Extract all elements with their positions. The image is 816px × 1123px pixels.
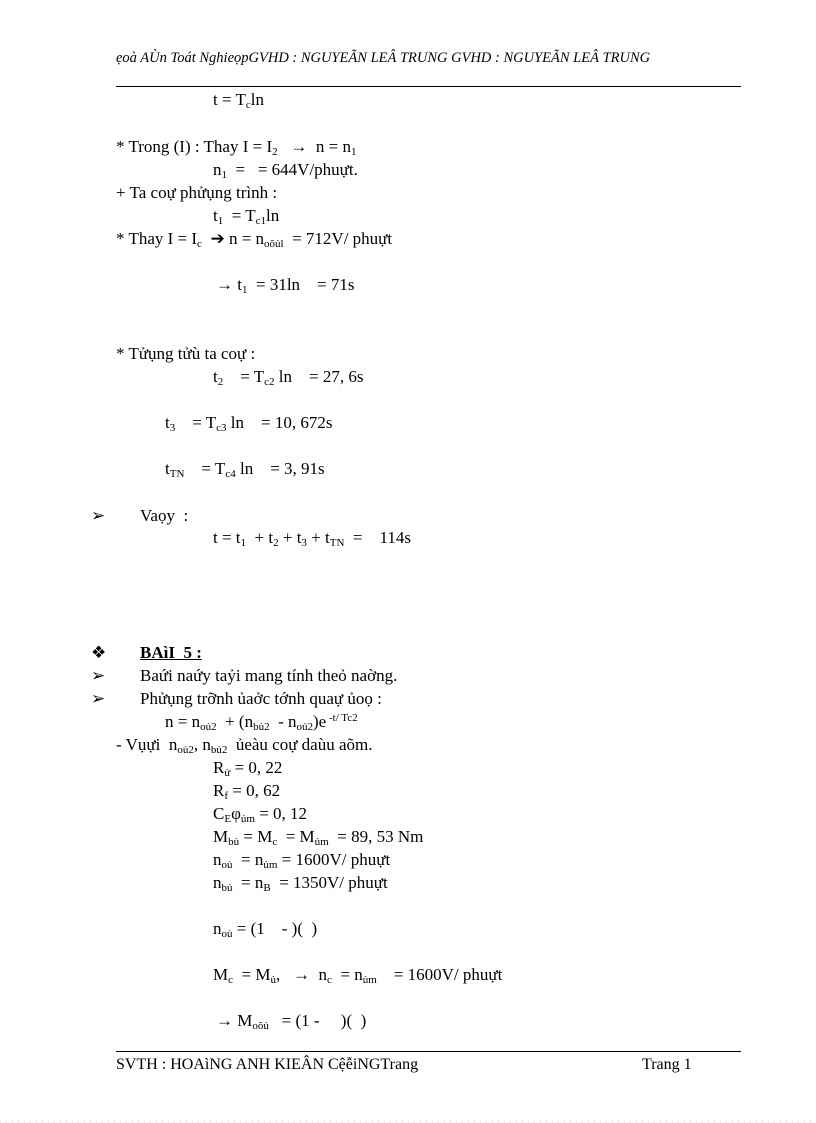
arrow-right-icon: → [216,275,233,294]
result-total-t: $t = t_1 + t_2 + t_3 + t_{TN}$ = 114s [213,528,411,549]
page-header: ẹoà AÙn Toát NghieọpGVHD : NGUYEÃN LEÂ TRUNG GVHD : NGUYEÃN LEÂ TRUNG [116,50,651,66]
step-thay-ic: * Thay $I = I_c$ ➔ $n = n_{oõủl} = 712V/$ phuựt [116,229,393,250]
arrow-bullet-icon: ➢ [91,689,106,708]
text-vay: Vaọy : [140,506,189,525]
formula-n1: $n_1$ = = 644V/phuựt. [213,160,358,181]
result-t2: $t_2$ = $T_{c2}$ ln = 27, 6s [213,367,364,388]
text-phuong-trinh: Phửụng trỡnh ủaởc tớnh quaự ủoọ : [140,689,382,708]
param-ru: $R_ử = 0$, 22 [213,758,283,779]
param-rf: $R_f = 0$, 62 [213,781,281,802]
step-trong-i: * Trong (I) : Thay $I = I_2$ → $n = n_1$ [116,137,357,158]
text-tuong-tu: * Tửụng tửù ta coự : [116,344,256,363]
header-divider [116,86,741,87]
arrow-right-icon: → [216,1011,233,1030]
formula-n-transient: $n = n_{oủ2} + (n_{bủ2} - n_{oủ2})e$ $^{-t/ Tc2}$ [165,712,358,733]
param-mbd: $M_{bủ} = M_c = M_{ủm} = 89$, 53 Nm [213,827,424,848]
arrow-right-icon: → [292,965,310,984]
formula-nod: $n_{oủ} = (1$ - )( ) [213,919,318,940]
section-heading-bai5: BAìI 5 : [140,643,202,662]
bold-arrow-icon: ➔ [210,229,225,248]
formula-t1: $t_1 = T_{c1}\ln$ [213,206,280,227]
param-nod: $n_{oủ} = n_{ủm} = 1600V/$ phuựt [213,850,391,871]
formula-mc: $M_c = M_ủ$, → $n_c = n_{ủm}$ = 1600V/ phuựt [213,965,503,986]
arrow-bullet-icon: ➢ [91,506,106,525]
page-footer: SVTH : HOAìNG ANH KIEÂN CệễiNGTrang [116,1056,419,1073]
result-t3: $t_3$ = $T_{c3}$ ln = 10, 672s [165,413,333,434]
result-t1: → $t_1 = 31\ln$ = 71s [216,275,355,296]
footer-divider [116,1051,741,1052]
param-nbd: $n_{bủ} = n_B = 1350V/$ phuựt [213,873,388,894]
text-bai-nay: Baứi naứy taỷi mang tính theỏ naờng. [140,666,398,685]
arrow-right-icon: → [290,137,308,156]
formula-mood: → $M_{oõủ} = (1$ - )( ) [216,1011,367,1032]
arrow-bullet-icon: ➢ [91,666,106,685]
page-number: Trang 1 [642,1056,692,1073]
formula-t: $t = T_c\ln$ [213,90,265,111]
text-ta-co-pt: + Ta coự phửụng trình : [116,183,278,202]
diamond-bullet-icon: ❖ [91,643,107,662]
text-voi-n: - Vụựi $n_{oủ2}$, $n_{bủ2}$ ủeàu coự daùu aõm. [116,735,373,756]
result-ttn: $t_{TN}$ = $T_{c4}$ ln = 3, 91s [165,459,325,480]
param-ce-phi: $C_E\varphi_{ủm} = 0$, 12 [213,804,308,825]
